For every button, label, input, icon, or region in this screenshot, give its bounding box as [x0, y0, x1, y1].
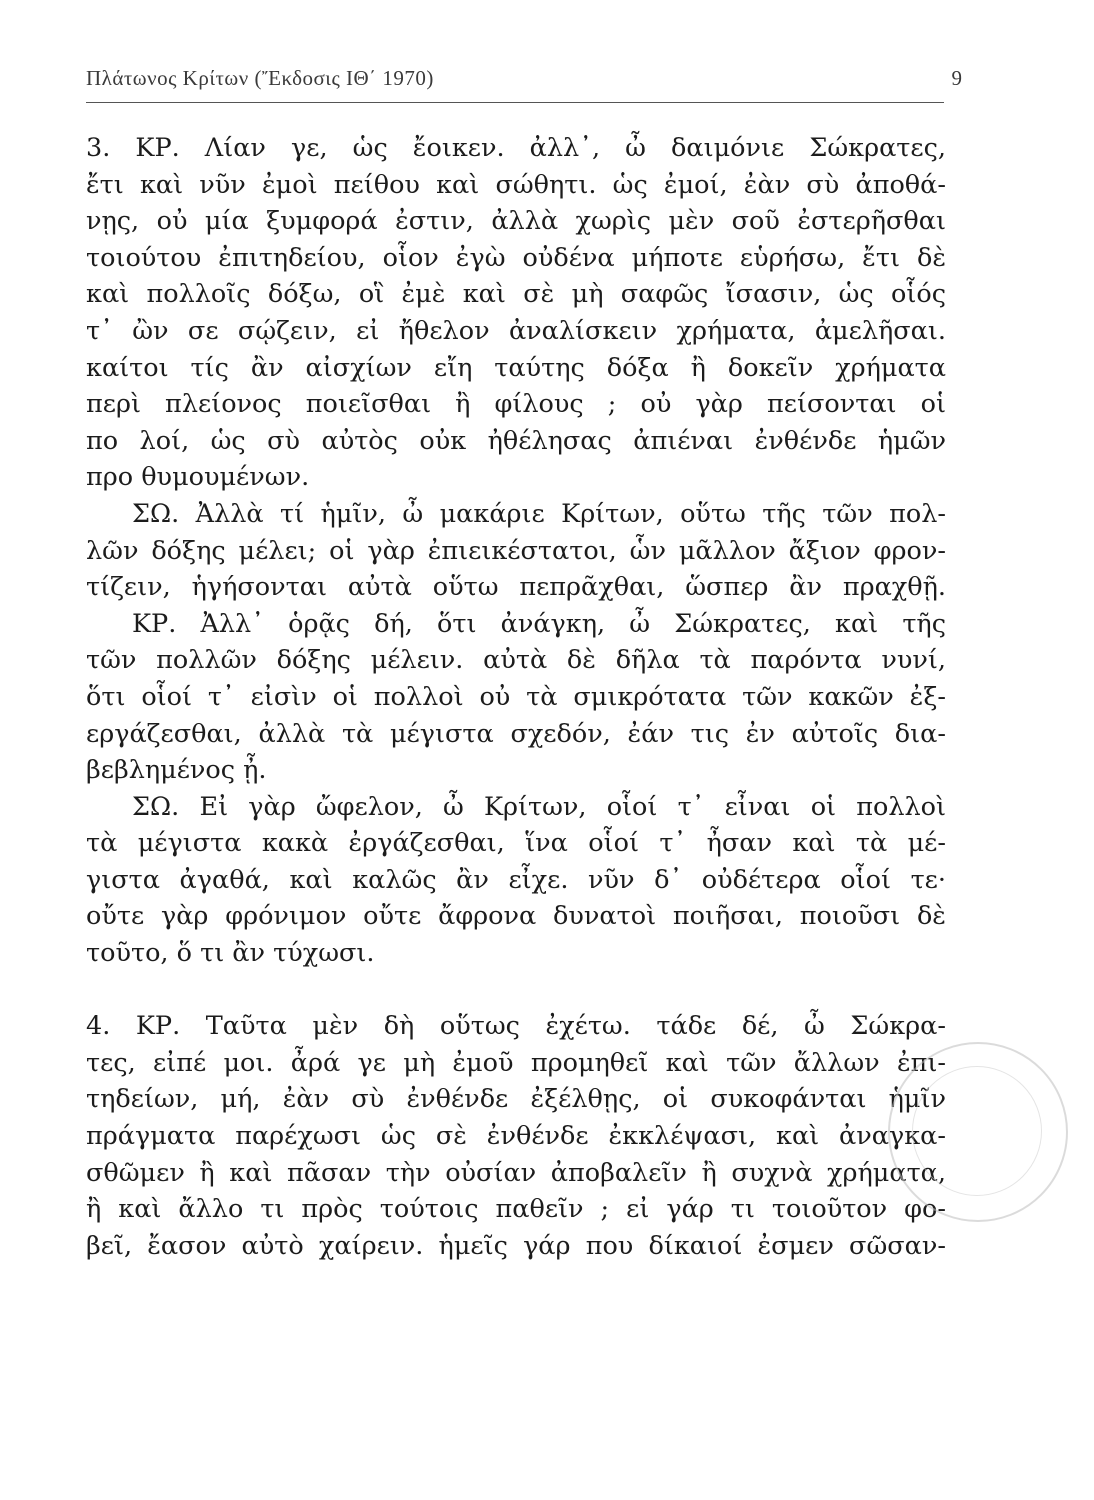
- text-line: ἢ καὶ ἄλλο τι πρὸς τούτοις παθεῖν ; εἰ γάρ τι τοιοῦτον φο-: [86, 1194, 946, 1225]
- text-line: βεῖ, ἔασον αὐτὸ χαίρειν. ἡμεῖς γάρ που δίκαιοί ἐσμεν σῶσαν-: [86, 1230, 946, 1261]
- text-line: ΣΩ. Εἰ γὰρ ὤφελον, ὦ Κρίτων, οἷοί τ᾽ εἶναι οἱ πολλοὶ: [132, 791, 946, 822]
- text-line: οὔτε γὰρ φρόνιμον οὔτε ἄφρονα δυνατοὶ ποιῆσαι, ποιοῦσι δὲ: [86, 901, 946, 932]
- text-line: τίζειν, ἡγήσονται αὐτὰ οὕτω πεπρᾶχθαι, ὥσπερ ἂν πραχθῇ.: [86, 572, 946, 603]
- text-line: τες, εἰπέ μοι. ἆρά γε μὴ ἐμοῦ προμηθεῖ καὶ τῶν ἄλλων ἐπι-: [86, 1047, 946, 1078]
- text-line: καὶ πολλοῖς δόξω, οἳ ἐμὲ καὶ σὲ μὴ σαφῶς ἴσασιν, ὡς οἷός: [86, 279, 946, 310]
- text-line: 4. ΚΡ. Ταῦτα μὲν δὴ οὕτως ἐχέτω. τάδε δέ, ὦ Σώκρα-: [86, 1011, 946, 1042]
- text-line: περὶ πλείονος ποιεῖσθαι ἢ φίλους ; οὐ γὰρ πείσονται οἱ: [86, 389, 946, 420]
- text-line: εργάζεσθαι, ἀλλὰ τὰ μέγιστα σχεδόν, ἐάν τις ἐν αὐτοῖς δια-: [86, 718, 946, 749]
- text-line: τῶν πολλῶν δόξης μέλειν. αὐτὰ δὲ δῆλα τὰ παρόντα νυνί,: [86, 645, 946, 676]
- text-line: λῶν δόξης μέλει; οἱ γὰρ ἐπιεικέστατοι, ὧν μᾶλλον ἄξιον φρον-: [86, 535, 946, 566]
- text-line: ὅτι οἷοί τ᾽ εἰσὶν οἱ πολλοὶ οὐ τὰ σμικρότατα τῶν κακῶν ἐξ-: [86, 681, 946, 712]
- running-head-title: Πλάτωνος Κρίτων (Ἔκδοσις ΙΘ΄ 1970): [86, 66, 434, 90]
- text-line: ΣΩ. Ἀλλὰ τί ἡμῖν, ὦ μακάριε Κρίτων, οὕτω τῆς τῶν πολ-: [132, 498, 946, 529]
- text-line: πο λοί, ὡς σὺ αὐτὸς οὐκ ἠθέλησας ἀπιέναι ἐνθένδε ἡμῶν: [86, 425, 946, 456]
- text-line: γιστα ἀγαθά, καὶ καλῶς ἂν εἶχε. νῦν δ᾽ οὐδέτερα οἷοί τε·: [86, 864, 946, 895]
- text-line: καίτοι τίς ἂν αἰσχίων εἴη ταύτης δόξα ἢ δοκεῖν χρήματα: [86, 352, 946, 383]
- text-line: τὰ μέγιστα κακὰ ἐργάζεσθαι, ἵνα οἷοί τ᾽ ἦσαν καὶ τὰ μέ-: [86, 828, 946, 859]
- text-line: πράγματα παρέχωσι ὡς σὲ ἐνθένδε ἐκκλέψασι, καὶ ἀναγκα-: [86, 1121, 946, 1152]
- page-number: 9: [951, 66, 962, 90]
- text-line: σθῶμεν ἢ καὶ πᾶσαν τὴν οὐσίαν ἀποβαλεῖν ἢ συχνὰ χρήματα,: [86, 1157, 946, 1188]
- library-stamp: [888, 1042, 1068, 1222]
- text-line: βεβλημένος ᾖ.: [86, 755, 267, 786]
- body-text: [86, 130, 946, 1264]
- text-line: τηδείων, μή, ἐὰν σὺ ἐνθένδε ἐξέλθῃς, οἱ συκοφάνται ἡμῖν: [86, 1084, 946, 1115]
- text-line: ἔτι καὶ νῦν ἐμοὶ πείθου καὶ σώθητι. ὡς ἐμοί, ἐὰν σὺ ἀποθά-: [86, 169, 946, 200]
- text-line: προ θυμουμένων.: [86, 462, 310, 493]
- header-rule: [86, 102, 944, 103]
- text-line: ΚΡ. Ἀλλ᾽ ὁρᾷς δή, ὅτι ἀνάγκη, ὦ Σώκρατες, καὶ τῆς: [132, 608, 946, 639]
- running-head: [86, 66, 962, 96]
- text-line: τοῦτο, ὅ τι ἂν τύχωσι.: [86, 938, 375, 969]
- text-line: νῃς, οὐ μία ξυμφορά ἐστιν, ἀλλὰ χωρὶς μὲν σοῦ ἐστερῆσθαι: [86, 206, 946, 237]
- text-line: τ᾽ ὢν σε σῴζειν, εἰ ἤθελον ἀναλίσκειν χρήματα, ἀμελῆσαι.: [86, 315, 946, 346]
- section-gap: [86, 972, 946, 1009]
- text-line: 3. ΚΡ. Λίαν γε, ὡς ἔοικεν. ἀλλ᾽, ὦ δαιμόνιε Σώκρατες,: [86, 133, 946, 163]
- text-line: τοιούτου ἐπιτηδείου, οἷον ἐγὼ οὐδένα μήποτε εὑρήσω, ἔτι δὲ: [86, 242, 946, 273]
